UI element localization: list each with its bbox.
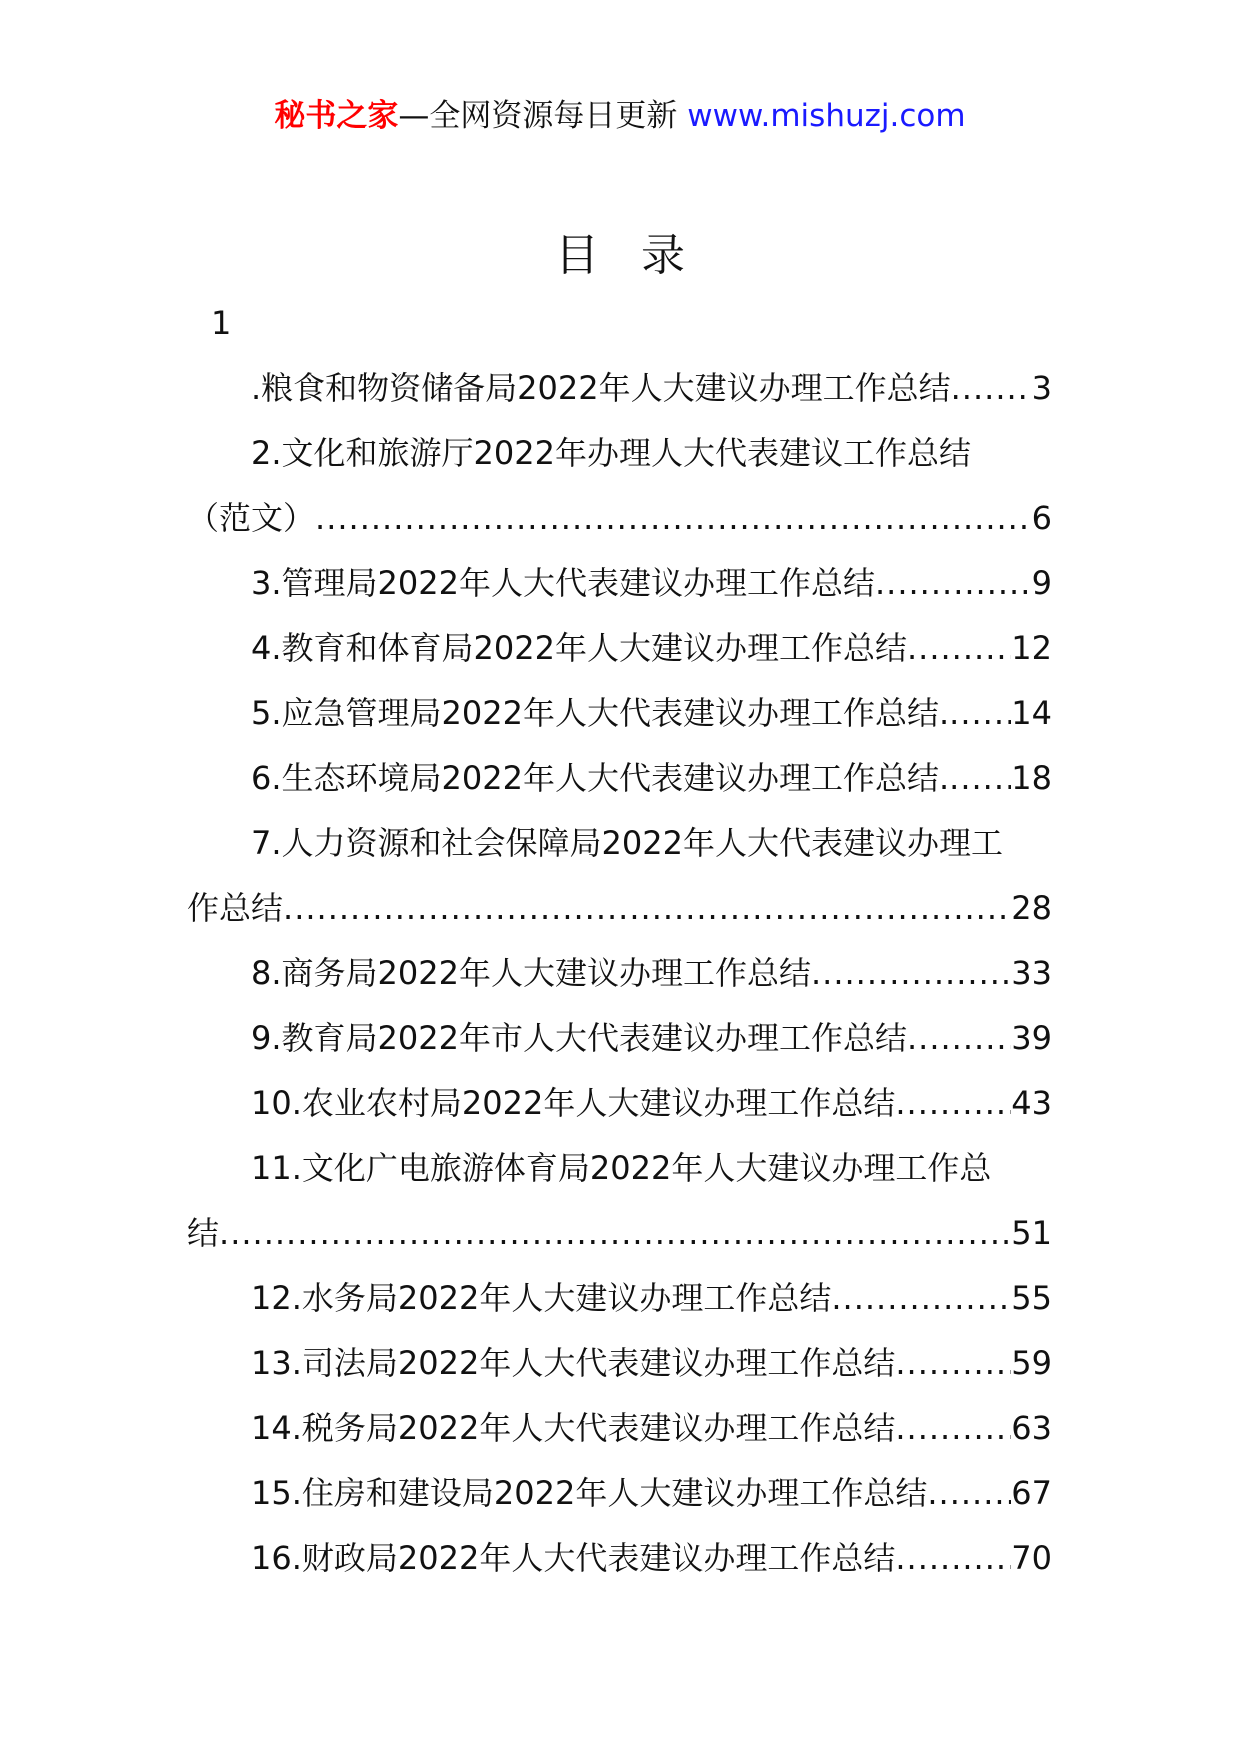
table-of-contents [187, 291, 1052, 1591]
toc-entry-page: 28 [1011, 889, 1052, 927]
toc-entry-9[interactable] [187, 1006, 1052, 1071]
toc-entry-12[interactable] [187, 1266, 1052, 1331]
toc-entry-6[interactable] [187, 746, 1052, 811]
toc-entry-page: 51 [1011, 1214, 1052, 1252]
toc-leader-dots [811, 941, 1011, 1006]
toc-leader-dots [907, 616, 1011, 681]
toc-entry-10[interactable] [187, 1071, 1052, 1136]
toc-leader-dots [895, 1396, 1011, 1461]
toc-leader-dots [907, 1006, 1011, 1071]
toc-entry-5[interactable] [187, 681, 1052, 746]
toc-leader-dots [895, 1526, 1011, 1591]
toc-entry-page: 14 [1011, 694, 1052, 732]
toc-entry-title: 14.税务局2022年人大代表建议办理工作总结 [251, 1409, 896, 1447]
toc-entry-page: 9 [1031, 564, 1052, 602]
site-banner [0, 96, 1240, 136]
toc-entry-15[interactable] [187, 1461, 1052, 1526]
toc-entry-page: 12 [1011, 629, 1052, 667]
toc-entry-13[interactable] [187, 1331, 1052, 1396]
document-title: 目录 [555, 230, 727, 281]
toc-entry-page: 33 [1011, 954, 1052, 992]
toc-leader-dots [895, 1331, 1011, 1396]
toc-entry-title: 15.住房和建设局2022年人大建议办理工作总结 [251, 1474, 928, 1512]
toc-entry-title: 作总结 [187, 889, 284, 927]
toc-entry-4[interactable] [187, 616, 1052, 681]
toc-leader-dots [895, 1071, 1011, 1136]
toc-entry-8[interactable] [187, 941, 1052, 1006]
toc-entry-title: 13.司法局2022年人大代表建议办理工作总结 [251, 1344, 896, 1382]
toc-entry-page: 67 [1011, 1474, 1052, 1512]
toc-entry-page: 3 [1031, 369, 1052, 407]
toc-entry-16[interactable] [187, 1526, 1052, 1591]
toc-entry-title: 12.水务局2022年人大建议办理工作总结 [251, 1279, 832, 1317]
toc-leader-dots [949, 681, 1011, 746]
toc-entry-title: （范文） [187, 499, 316, 537]
toc-entry-title: 9.教育局2022年市人大代表建议办理工作总结 [251, 1019, 907, 1057]
toc-entry-page: 39 [1011, 1019, 1052, 1057]
toc-leader-dots [315, 486, 1032, 551]
toc-entry-title: 5.应急管理局2022年人大代表建议办理工作总结. [251, 694, 950, 732]
toc-entry-11-line-1[interactable]: 11.文化广电旅游体育局2022年人大建议办理工作总 [251, 1149, 992, 1187]
toc-entry-page: 6 [1031, 499, 1052, 537]
toc-entry-7-line-1[interactable]: 7.人力资源和社会保障局2022年人大代表建议办理工 [251, 824, 1003, 862]
toc-entry-title: 结 [187, 1214, 220, 1252]
toc-entry-14[interactable] [187, 1396, 1052, 1461]
site-url-link[interactable]: www.mishuzj.com [687, 98, 966, 134]
toc-leader-dots [831, 1266, 1011, 1331]
toc-entry-2-line-2[interactable] [187, 486, 1052, 551]
toc-entry-2-line-1[interactable]: 2.文化和旅游厅2022年办理人大代表建议工作总结 [251, 434, 971, 472]
toc-leader-dots [219, 1201, 1011, 1266]
toc-entry-title: .粮食和物资储备局2022年人大建议办理工作总结 [251, 369, 951, 407]
toc-entry-1-number: 1 [211, 304, 232, 342]
toc-entry-title: 8.商务局2022年人大建议办理工作总结 [251, 954, 811, 992]
toc-leader-dots [949, 746, 1011, 811]
toc-entry-page: 18 [1011, 759, 1052, 797]
toc-entry-title: 3.管理局2022年人大代表建议办理工作总结 [251, 564, 875, 602]
toc-leader-dots [283, 876, 1011, 941]
toc-entry-1[interactable] [187, 356, 1052, 421]
toc-leader-dots [951, 356, 1032, 421]
toc-entry-7-line-2[interactable] [187, 876, 1052, 941]
toc-entry-page: 59 [1011, 1344, 1052, 1382]
toc-leader-dots [927, 1461, 1011, 1526]
toc-entry-11-line-2[interactable] [187, 1201, 1052, 1266]
toc-entry-title: 6.生态环境局2022年人大代表建议办理工作总结. [251, 759, 950, 797]
toc-leader-dots [875, 551, 1032, 616]
banner-tagline: —全网资源每日更新 [398, 98, 688, 134]
toc-entry-3[interactable] [187, 551, 1052, 616]
toc-entry-page: 55 [1011, 1279, 1052, 1317]
toc-entry-page: 43 [1011, 1084, 1052, 1122]
toc-entry-page: 63 [1011, 1409, 1052, 1447]
toc-entry-title: 10.农业农村局2022年人大建议办理工作总结 [251, 1084, 896, 1122]
toc-entry-title: 16.财政局2022年人大代表建议办理工作总结 [251, 1539, 896, 1577]
toc-entry-page: 70 [1011, 1539, 1052, 1577]
toc-entry-title: 4.教育和体育局2022年人大建议办理工作总结 [251, 629, 907, 667]
brand-name: 秘书之家 [274, 98, 399, 134]
